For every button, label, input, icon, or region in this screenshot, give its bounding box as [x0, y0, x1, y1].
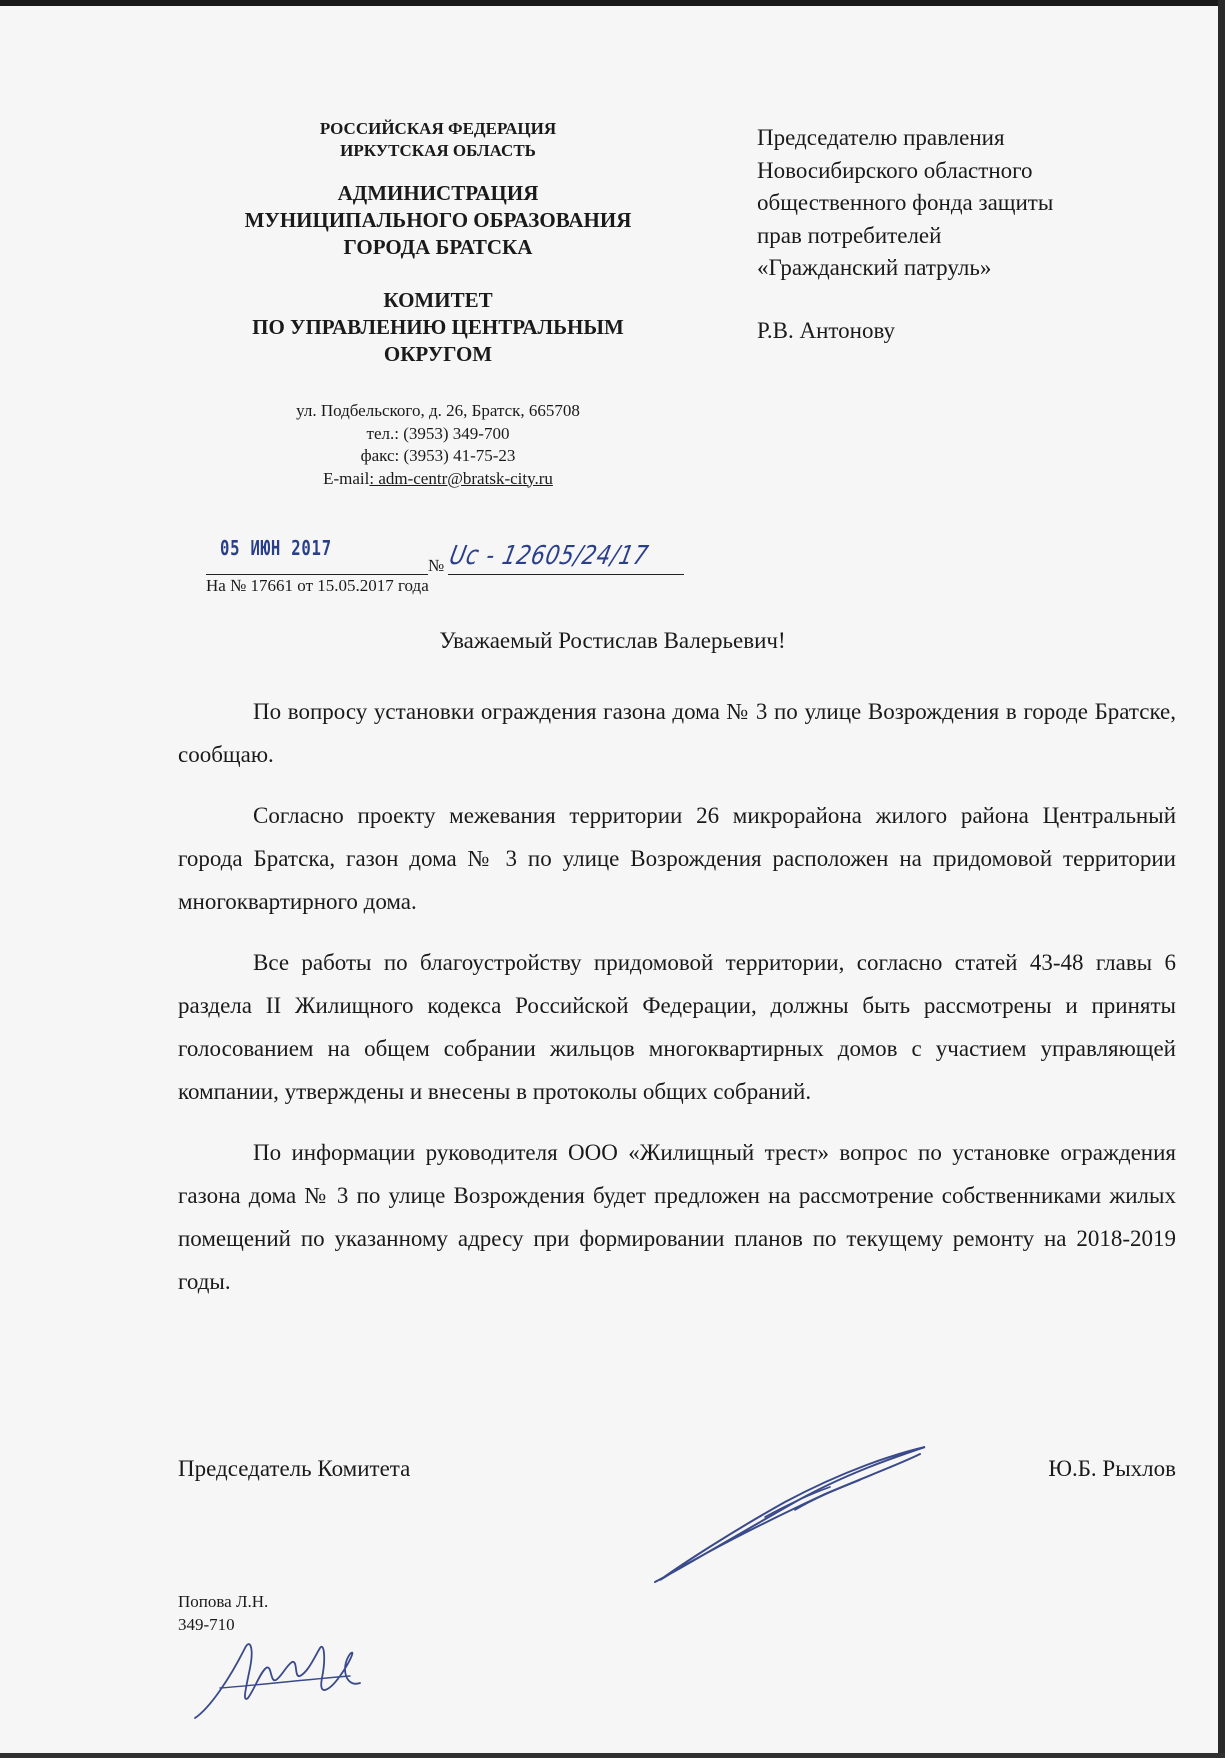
executor-name: Попова Л.Н. — [178, 1592, 269, 1611]
signer-title: Председатель Комитета — [178, 1456, 411, 1481]
letterhead-admin-line2: МУНИЦИПАЛЬНОГО ОБРАЗОВАНИЯ — [244, 208, 632, 232]
date-stamp: 05 ИЮН 2017 — [220, 536, 332, 560]
addressee-line4: прав потребителей — [757, 222, 942, 248]
addressee-line5: «Гражданский патруль» — [757, 255, 992, 280]
letter-body — [178, 690, 1176, 1321]
letterhead-phone: тел.: (3953) 349-700 — [366, 423, 510, 443]
body-paragraph-1: По вопросу установки ограждения газона дома № 3 по улице Возрождения в городе Братске, сообщаю. — [178, 699, 1176, 767]
greeting: Уважаемый Ростислав Валерьевич! — [439, 628, 786, 653]
letterhead-admin-line3: ГОРОДА БРАТСКА — [343, 235, 533, 259]
letterhead-region: ИРКУТСКАЯ ОБЛАСТЬ — [340, 141, 536, 160]
body-paragraph-3: Все работы по благоустройству придомовой территории, согласно статей 43-48 главы 6 раздела II Жилищного кодекса Российской Федерации, должны быть рассмотрены и приняты голосованием на общем собрании жильцов многоквартирных домов с участием управляющей компании, утверждены и внесены в протоколы общих собраний. — [178, 950, 1176, 1104]
handwritten-signature-main — [645, 1432, 935, 1592]
letterhead-committee-line3: ОКРУГОМ — [383, 342, 493, 366]
addressee-block — [757, 122, 1197, 347]
letterhead — [200, 118, 676, 490]
letterhead-email-line — [200, 468, 676, 491]
scan-bottom-border — [0, 1753, 1225, 1758]
date-underline — [206, 574, 428, 575]
number-underline — [448, 574, 684, 575]
letterhead-committee-line1: КОМИТЕТ — [383, 288, 493, 312]
addressee-line1: Председателю правления — [757, 125, 1005, 150]
email-link[interactable]: : adm-centr@bratsk-city.ru — [369, 468, 553, 488]
letterhead-country: РОССИЙСКАЯ ФЕДЕРАЦИЯ — [319, 119, 557, 138]
registration-number: Uc - 12605/24/17 — [446, 541, 652, 571]
handwritten-signature-small — [190, 1628, 390, 1728]
letterhead-admin-line1: АДМИНИСТРАЦИЯ — [337, 181, 539, 205]
letterhead-address: ул. Подбельского, д. 26, Братск, 665708 — [296, 401, 580, 420]
scan-top-border — [0, 0, 1225, 6]
body-paragraph-4: По информации руководителя ООО «Жилищный трест» вопрос по установке ограждения газона дома № 3 по улице Возрождения будет предложен на рассмотрение собственниками жилых помещений по указанному адресу при формировании планов по текущему ремонту на 2018-2019 годы. — [178, 1140, 1176, 1294]
signer-name: Ю.Б. Рыхлов — [1048, 1456, 1176, 1481]
number-sign: № — [428, 556, 445, 575]
body-paragraph-2: Согласно проекту межевания территории 26 микрорайона жилого района Центральный города Братска, газон дома № 3 по улице Возрождения расположен на придомовой территории многоквартирного дома. — [178, 803, 1176, 914]
addressee-line2: Новосибирского областного — [757, 157, 1033, 183]
letterhead-fax: факс: (3953) 41-75-23 — [360, 446, 516, 465]
addressee-line3: общественного фонда защиты — [757, 190, 1054, 215]
reply-reference: На № 17661 от 15.05.2017 года — [206, 576, 429, 595]
addressee-name: Р.В. Антонову — [757, 317, 896, 343]
scan-right-border — [1218, 0, 1225, 1758]
letterhead-committee-line2: ПО УПРАВЛЕНИЮ ЦЕНТРАЛЬНЫМ — [252, 315, 624, 339]
executor-phone: 349-710 — [178, 1615, 235, 1634]
email-label: E-mail — [323, 468, 370, 488]
